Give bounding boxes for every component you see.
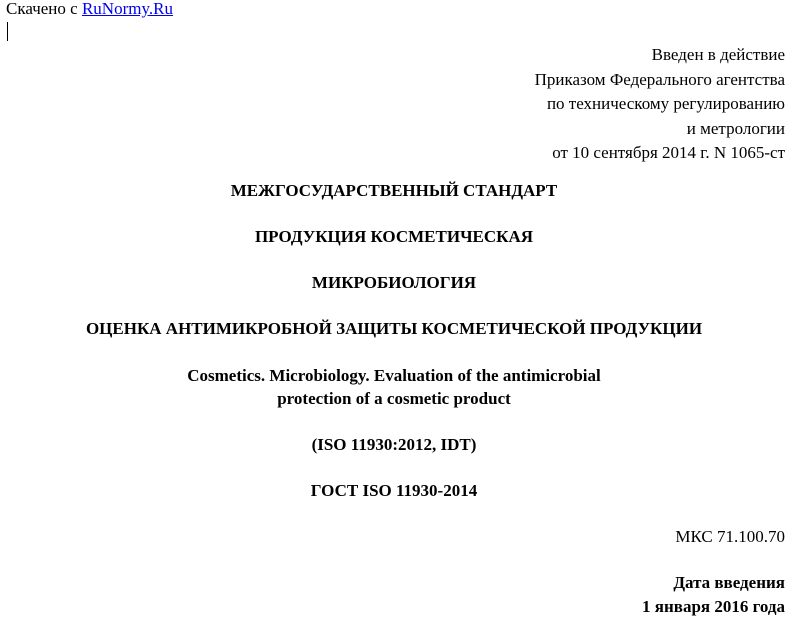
mks-code: МКС 71.100.70 <box>675 527 785 546</box>
intro-date-label: Дата введения <box>673 573 785 592</box>
approval-line-3: по техническому регулированию <box>546 94 785 113</box>
discipline-heading: МИКРОБИОЛОГИЯ <box>311 273 477 292</box>
approval-line-4: и метрологии <box>686 118 785 138</box>
text-cursor <box>7 22 8 41</box>
document-title-en-line-1: Cosmetics. Microbiology. Evaluation of the antimicrobial <box>187 366 601 385</box>
source-line <box>6 0 173 20</box>
approval-line-1: Введен в действие <box>651 45 785 64</box>
document-title-ru: ОЦЕНКА АНТИМИКРОБНОЙ ЗАЩИТЫ КОСМЕТИЧЕСКОЙ ПРОДУКЦИИ <box>85 319 703 338</box>
intro-date-value: 1 января 2016 года <box>642 597 785 616</box>
approval-line-5: от 10 сентября 2014 г. N 1065-ст <box>552 143 785 162</box>
source-link[interactable]: RuNormy.Ru <box>81 0 173 18</box>
document-title-en-line-2: protection of a cosmetic product <box>277 389 511 408</box>
source-prefix: Скачено с <box>6 0 82 18</box>
iso-reference: (ISO 11930:2012, IDT) <box>311 435 477 454</box>
approval-block <box>535 43 785 166</box>
gost-number: ГОСТ ISO 11930-2014 <box>310 481 478 500</box>
approval-line-2: Приказом Федерального агентства <box>534 69 785 89</box>
standard-type-heading: МЕЖГОСУДАРСТВЕННЫЙ СТАНДАРТ <box>230 181 558 200</box>
product-group-heading: ПРОДУКЦИЯ КОСМЕТИЧЕСКАЯ <box>254 227 534 246</box>
